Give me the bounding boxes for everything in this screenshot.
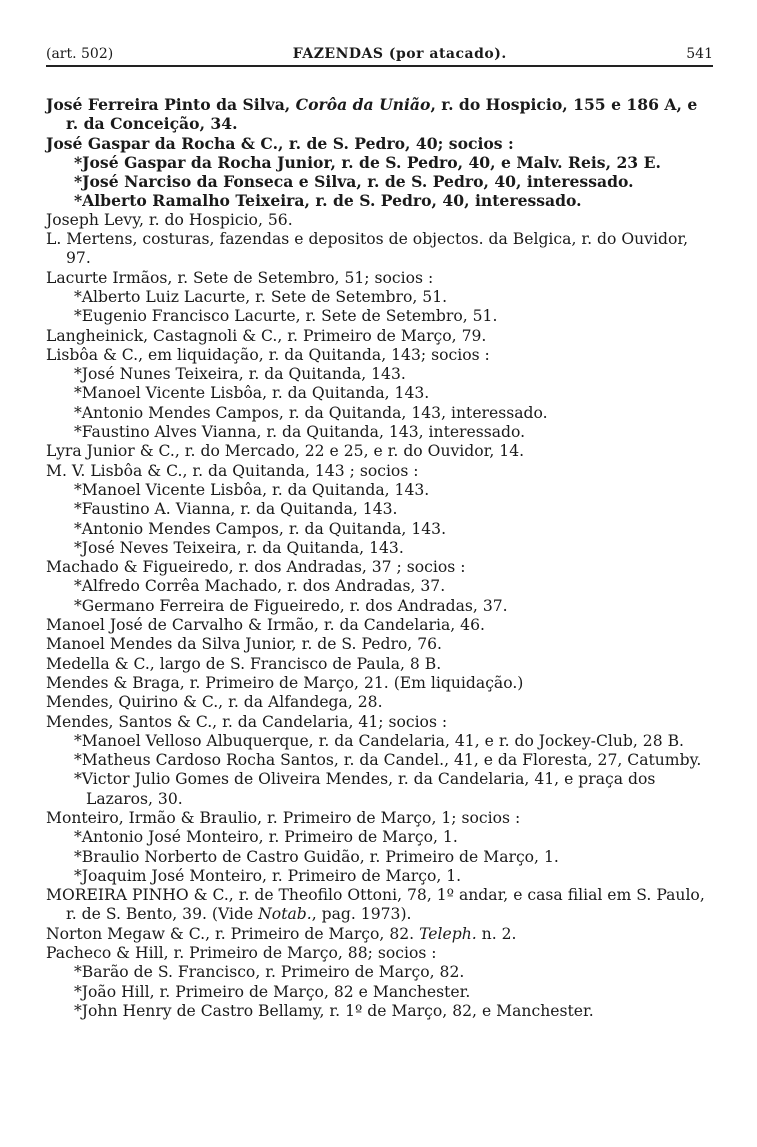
- partner-entry: [46, 539, 713, 558]
- firm-entry: [46, 693, 713, 712]
- entry-text: Notab.: [258, 905, 312, 924]
- entry-text: *Faustino Alves Vianna, r. da Quitanda, 143, interessado.: [74, 423, 526, 442]
- partner-entry: [46, 500, 713, 519]
- entry-text: *Manoel Vicente Lisbôa, r. da Quitanda, 143.: [74, 480, 430, 499]
- partner-entry: [46, 172, 713, 191]
- entry-text: Lacurte Irmãos, r. Sete de Setembro, 51; socios :: [46, 268, 434, 287]
- entry-text: Manoel Mendes da Silva Junior, r. de S. Pedro, 76.: [46, 635, 443, 654]
- entry-text: *José Nunes Teixeira, r. da Quitanda, 143.: [74, 365, 406, 384]
- entry-text: Teleph.: [419, 924, 477, 943]
- partner-entry: [46, 963, 713, 982]
- firm-entry: [46, 346, 713, 365]
- firm-entry: [46, 886, 713, 925]
- partner-entry: [46, 597, 713, 616]
- entry-text: Mendes, Quirino & C., r. da Alfandega, 28.: [46, 693, 383, 712]
- partner-entry: [46, 770, 713, 809]
- entry-text: José Ferreira Pinto da Silva,: [46, 95, 296, 114]
- firm-entry: [46, 674, 713, 693]
- entry-text: Joseph Levy, r. do Hospicio, 56.: [46, 210, 293, 229]
- partner-entry: [46, 288, 713, 307]
- page-number: 541: [686, 46, 713, 62]
- partner-entry: [46, 983, 713, 1002]
- firm-entry: [46, 211, 713, 230]
- entry-text: , pag. 1973).: [311, 905, 412, 924]
- running-header: [46, 46, 713, 67]
- partner-entry: [46, 153, 713, 172]
- partner-entry: [46, 191, 713, 210]
- partner-entry: [46, 577, 713, 596]
- firm-entry: [46, 713, 713, 732]
- entry-text: Mendes, Santos & C., r. da Candelaria, 41; socios :: [46, 712, 448, 731]
- partner-entry: [46, 365, 713, 384]
- partner-entry: [46, 848, 713, 867]
- directory-entries: [46, 95, 713, 1021]
- firm-entry: [46, 558, 713, 577]
- firm-entry: [46, 944, 713, 963]
- entry-text: n. 2.: [476, 924, 517, 943]
- entry-text: Machado & Figueiredo, r. dos Andradas, 37 ; socios :: [46, 558, 466, 577]
- partner-entry: [46, 404, 713, 423]
- firm-entry: [46, 134, 713, 153]
- entry-text: Norton Megaw & C., r. Primeiro de Março, 82.: [46, 924, 420, 943]
- firm-entry: [46, 616, 713, 635]
- entry-text: *Germano Ferreira de Figueiredo, r. dos Andradas, 37.: [74, 596, 508, 615]
- entry-text: *João Hill, r. Primeiro de Março, 82 e Manchester.: [74, 982, 471, 1001]
- partner-entry: [46, 481, 713, 500]
- entry-text: *José Gaspar da Rocha Junior, r. de S. Pedro, 40, e Malv. Reis, 23 E.: [74, 152, 661, 172]
- entry-text: *Matheus Cardoso Rocha Santos, r. da Candel., 41, e da Floresta, 27, Catumby.: [74, 751, 702, 770]
- entry-text: *Manoel Velloso Albuquerque, r. da Candelaria, 41, e r. do Jockey-Club, 28 B.: [74, 731, 685, 750]
- entry-text: *Alfredo Corrêa Machado, r. dos Andradas, 37.: [74, 577, 446, 596]
- entry-text: Manoel José de Carvalho & Irmão, r. da Candelaria, 46.: [46, 616, 485, 635]
- firm-entry: [46, 462, 713, 481]
- entry-text: *José Neves Teixeira, r. da Quitanda, 143.: [74, 538, 404, 557]
- partner-entry: [46, 751, 713, 770]
- entry-text: L. Mertens, costuras, fazendas e depositos de objectos. da Belgica, r. do Ouvidor, 97.: [46, 230, 689, 268]
- entry-text: *Manoel Vicente Lisbôa, r. da Quitanda, 143.: [74, 384, 430, 403]
- partner-entry: [46, 423, 713, 442]
- firm-entry: [46, 925, 713, 944]
- entry-text: Mendes & Braga, r. Primeiro de Março, 21. (Em liquidação.): [46, 673, 524, 692]
- firm-entry: [46, 95, 713, 134]
- entry-text: Corôa da União: [295, 95, 431, 114]
- partner-entry: [46, 1002, 713, 1021]
- firm-entry: [46, 442, 713, 461]
- entry-text: *Joaquim José Monteiro, r. Primeiro de Março, 1.: [74, 866, 462, 885]
- entry-text: *Antonio Mendes Campos, r. da Quitanda, 143, interessado.: [74, 403, 548, 422]
- article-reference: (art. 502): [46, 46, 114, 62]
- partner-entry: [46, 520, 713, 539]
- entry-text: Medella & C., largo de S. Francisco de Paula, 8 B.: [46, 654, 442, 673]
- entry-text: MOREIRA PINHO & C., r. de Theofilo Ottoni, 78, 1º andar, e casa filial em S. Paulo, r. de S. Bento, 39. (Vide: [46, 886, 705, 924]
- section-title: FAZENDAS (por atacado).: [292, 46, 507, 62]
- entry-text: *Eugenio Francisco Lacurte, r. Sete de Setembro, 51.: [74, 307, 498, 326]
- entry-text: M. V. Lisbôa & C., r. da Quitanda, 143 ; socios :: [46, 461, 419, 480]
- entry-text: *Antonio Mendes Campos, r. da Quitanda, 143.: [74, 519, 447, 538]
- firm-entry: [46, 230, 713, 269]
- firm-entry: [46, 655, 713, 674]
- entry-text: *Alberto Luiz Lacurte, r. Sete de Setembro, 51.: [74, 287, 448, 306]
- firm-entry: [46, 269, 713, 288]
- firm-entry: [46, 635, 713, 654]
- entry-text: *Victor Julio Gomes de Oliveira Mendes, r. da Candelaria, 41, e praça dos Lazaros, 30.: [74, 770, 656, 808]
- partner-entry: [46, 867, 713, 886]
- partner-entry: [46, 828, 713, 847]
- entry-text: *Faustino A. Vianna, r. da Quitanda, 143.: [74, 500, 398, 519]
- firm-entry: [46, 809, 713, 828]
- entry-text: Monteiro, Irmão & Braulio, r. Primeiro de Março, 1; socios :: [46, 808, 521, 827]
- partner-entry: [46, 384, 713, 403]
- entry-text: *Barão de S. Francisco, r. Primeiro de Março, 82.: [74, 963, 465, 982]
- entry-text: Langheinick, Castagnoli & C., r. Primeiro de Março, 79.: [46, 326, 487, 345]
- firm-entry: [46, 327, 713, 346]
- entry-text: , r. do Hospicio, 155 e 186 A, e r. da Conceição, 34.: [66, 95, 698, 134]
- entry-text: Pacheco & Hill, r. Primeiro de Março, 88; socios :: [46, 944, 437, 963]
- entry-text: *Antonio José Monteiro, r. Primeiro de Março, 1.: [74, 828, 458, 847]
- entry-text: *John Henry de Castro Bellamy, r. 1º de Março, 82, e Manchester.: [74, 1001, 594, 1020]
- entry-text: *José Narciso da Fonseca e Silva, r. de S. Pedro, 40, interessado.: [74, 172, 634, 192]
- partner-entry: [46, 307, 713, 326]
- entry-text: Lisbôa & C., em liquidação, r. da Quitanda, 143; socios :: [46, 345, 490, 364]
- entry-text: Lyra Junior & C., r. do Mercado, 22 e 25, e r. do Ouvidor, 14.: [46, 442, 525, 461]
- entry-text: *Alberto Ramalho Teixeira, r. de S. Pedro, 40, interessado.: [74, 191, 582, 211]
- entry-text: *Braulio Norberto de Castro Guidão, r. Primeiro de Março, 1.: [74, 847, 559, 866]
- entry-text: José Gaspar da Rocha & C., r. de S. Pedro, 40; socios :: [46, 133, 514, 153]
- partner-entry: [46, 732, 713, 751]
